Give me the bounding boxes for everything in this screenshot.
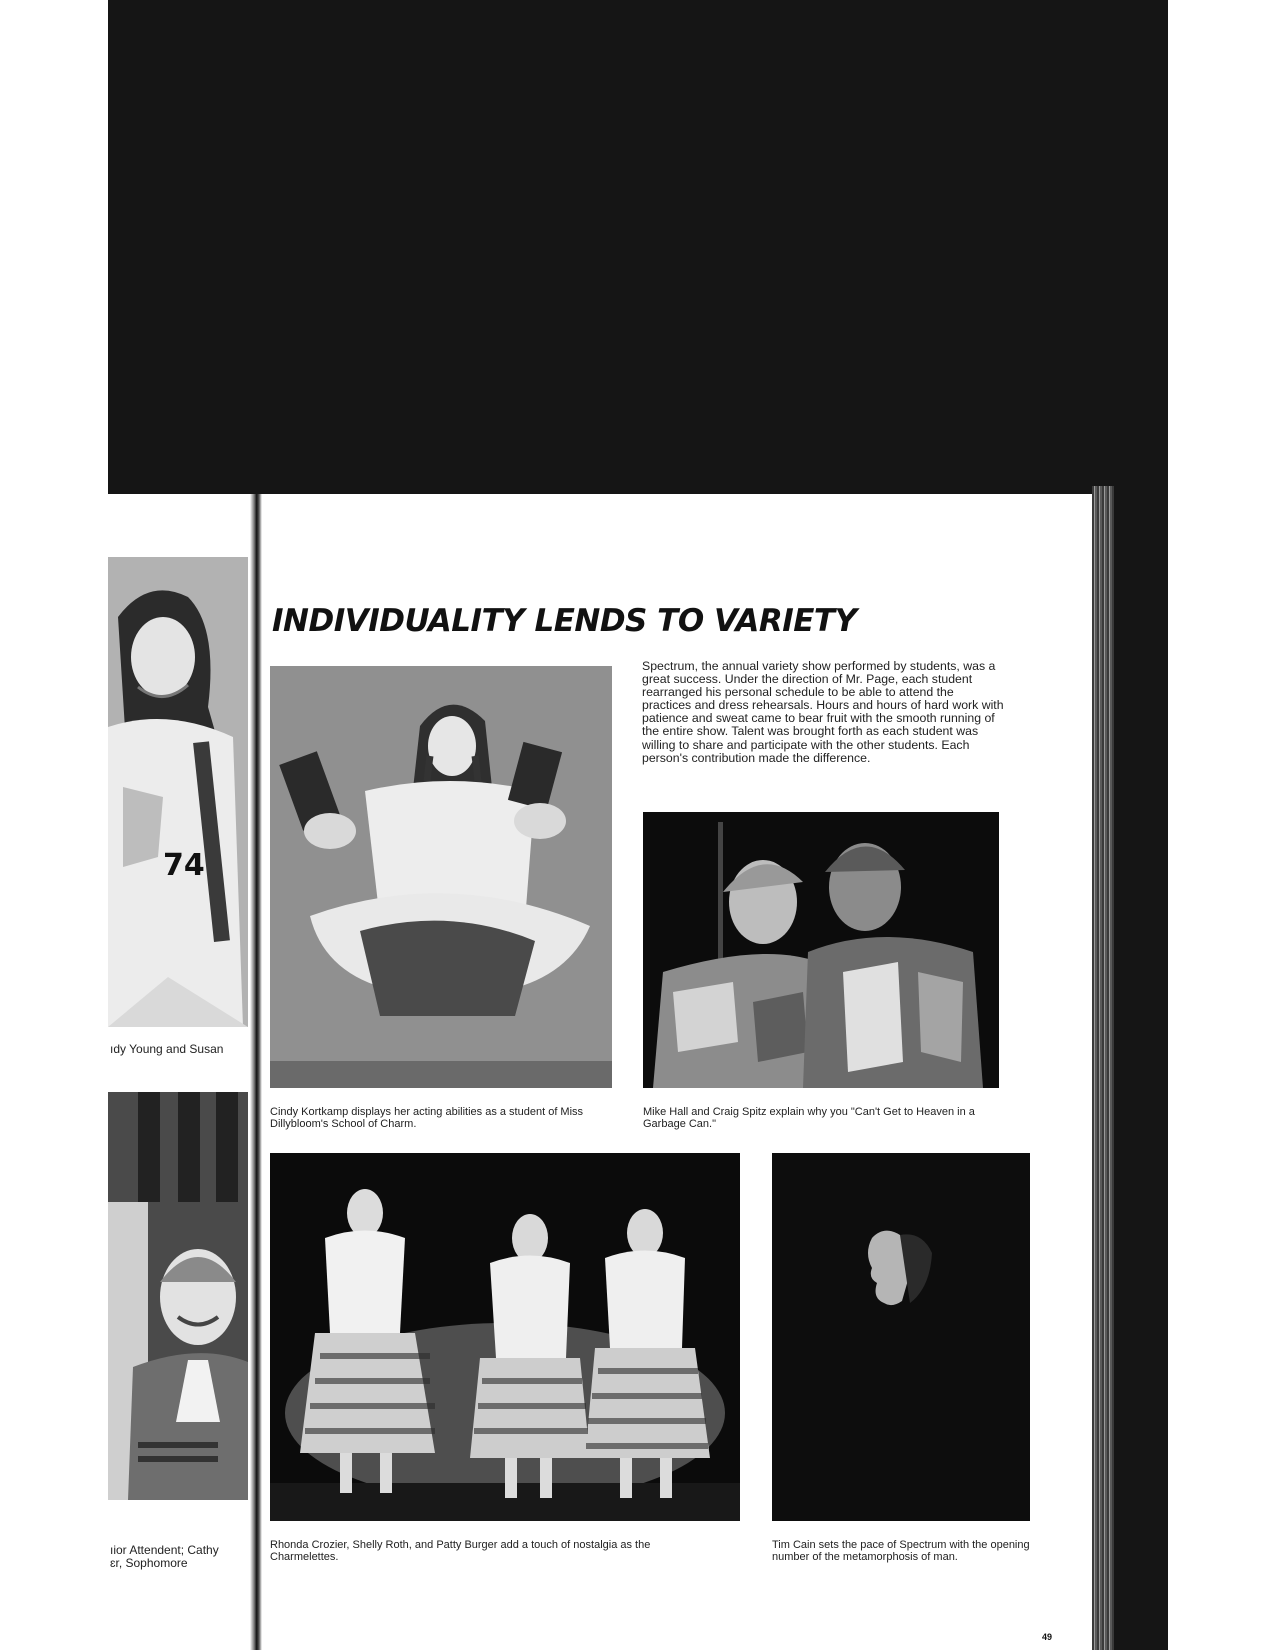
caption-cindy-kortkamp: Cindy Kortkamp displays her acting abilities as a student of Miss Dillybloom's School of Charm. xyxy=(270,1106,584,1130)
facing-page-photo-girl xyxy=(108,557,248,1027)
book-gutter xyxy=(250,494,262,1650)
facing-page-photo-boy xyxy=(108,1092,248,1500)
page-number: 49 xyxy=(1042,1632,1053,1642)
facing-page-caption-bottom-2: ɛr, Sophomore xyxy=(110,1556,188,1570)
jersey-number: 74 xyxy=(163,848,205,883)
caption-hall-spitz: Mike Hall and Craig Spitz explain why you "Can't Get to Heaven in a Garbage Can." xyxy=(643,1106,975,1130)
photo-hall-spitz xyxy=(643,812,999,1088)
caption-charmelettes: Rhonda Crozier, Shelly Roth, and Patty Burger add a touch of nostalgia as the Charmelettes. xyxy=(270,1539,651,1563)
photo-charmelettes xyxy=(270,1153,740,1521)
caption-tim-cain: Tim Cain sets the pace of Spectrum with the opening number of the metamorphosis of man. xyxy=(772,1539,1030,1563)
intro-paragraph: Spectrum, the annual variety show performed by students, was a great success. Under the direction of Mr. Page, each student rearranged his personal schedule to be able to attend the practices and dress rehearsals. Hours and hours of hard work with patience and sweat came to bear fruit with the smooth running of the entire show. Talent was brought forth as each student was willing to share and participate with the other students. Each person's contribution made the difference. xyxy=(642,659,1004,765)
facing-page-caption-bottom-1: ıior Attendent; Cathy xyxy=(110,1543,219,1557)
photo-cindy-kortkamp xyxy=(270,666,612,1088)
scanner-background-right xyxy=(1112,494,1168,1650)
scanner-background xyxy=(108,0,1168,494)
page-headline: INDIVIDUALITY LENDS TO VARIETY xyxy=(272,603,857,639)
facing-page-caption-top: ıdy Young and Susan xyxy=(110,1042,224,1056)
photo-tim-cain xyxy=(772,1153,1030,1521)
book-page-edges xyxy=(1092,486,1114,1650)
